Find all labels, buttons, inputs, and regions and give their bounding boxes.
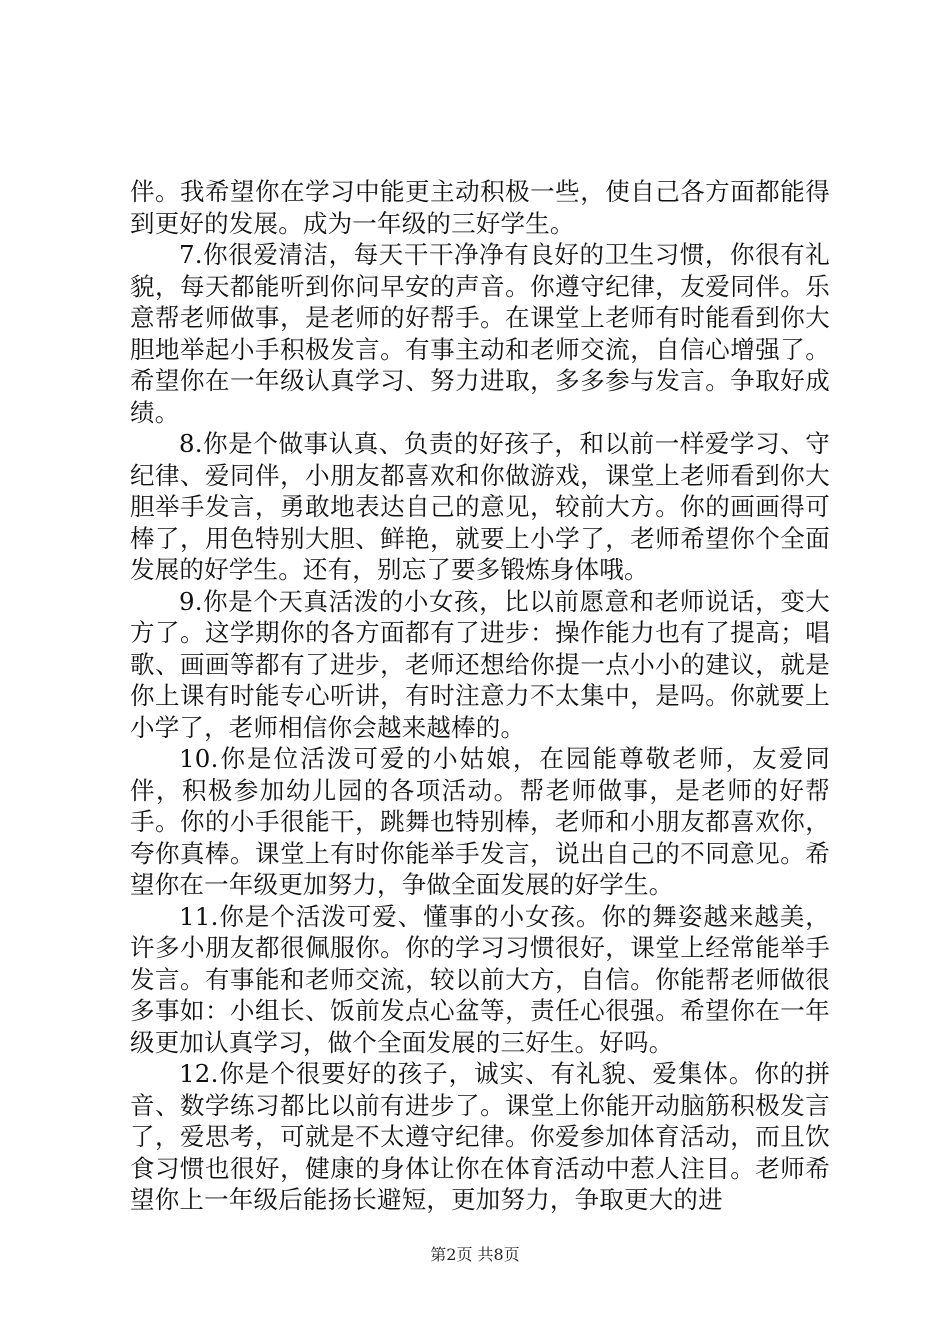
paragraph-comment-10: 10.你是位活泼可爱的小姑娘，在园能尊敬老师，友爱同伴，积极参加幼儿园的各项活动。帮老师做事，是老师的好帮手。你的小手很能干，跳舞也特别棒，老师和小朋友都喜欢你，夸你真棒。课堂上有时你能举手发言，说出自己的不同意见。希望你在一年级更加努力，争做全面发展的好学生。 (130, 744, 830, 899)
document-body (130, 176, 830, 1216)
paragraph-comment-8: 8.你是个做事认真、负责的好孩子，和以前一样爱学习、守纪律、爱同伴，小朋友都喜欢和你做游戏，课堂上老师看到你大胆举手发言，勇敢地表达自己的意见，较前大方。你的画画得可棒了，用色特别大胆、鲜艳，就要上小学了，老师希望你个全面发展的好学生。还有，别忘了要多锻炼身体哦。 (130, 429, 830, 584)
paragraph-comment-12: 12.你是个很要好的孩子，诚实、有礼貌、爱集体。你的拼音、数学练习都比以前有进步了。课堂上你能开动脑筋积极发言了，爱思考，可就是不太遵守纪律。你爱参加体育活动，而且饮食习惯也很好，健康的身体让你在体育活动中惹人注目。老师希望你上一年级后能扬长避短，更加努力，争取更大的进 (130, 1059, 830, 1214)
paragraph-comment-9: 9.你是个天真活泼的小女孩，比以前愿意和老师说话，变大方了。这学期你的各方面都有了进步：操作能力也有了提高；唱歌、画画等都有了进步，老师还想给你提一点小小的建议，就是你上课有时能专心听讲，有时注意力不太集中，是吗。你就要上小学了，老师相信你会越来越棒的。 (130, 586, 830, 742)
paragraph-comment-7: 7.你很爱清洁，每天干干净净有良好的卫生习惯，你很有礼貌，每天都能听到你问早安的声音。你遵守纪律，友爱同伴。乐意帮老师做事，是老师的好帮手。在课堂上老师有时能看到你大胆地举起小手积极发言。有事主动和老师交流，自信心增强了。希望你在一年级认真学习、努力进取，多多参与发言。争取好成绩。 (130, 240, 830, 427)
page-footer: 第2页 共8页 (430, 1245, 520, 1264)
paragraph-comment-11: 11.你是个活泼可爱、懂事的小女孩。你的舞姿越来越美，许多小朋友都很佩服你。你的学习习惯很好，课堂上经常能举手发言。有事能和老师交流，较以前大方，自信。你能帮老师做很多事如：小组长、饭前发点心盆等，责任心很强。希望你在一年级更加认真学习，做个全面发展的三好生。好吗。 (130, 901, 830, 1057)
paragraph-continuation: 伴。我希望你在学习中能更主动积极一些，使自己各方面都能得到更好的发展。成为一年级的三好学生。 (130, 177, 830, 238)
